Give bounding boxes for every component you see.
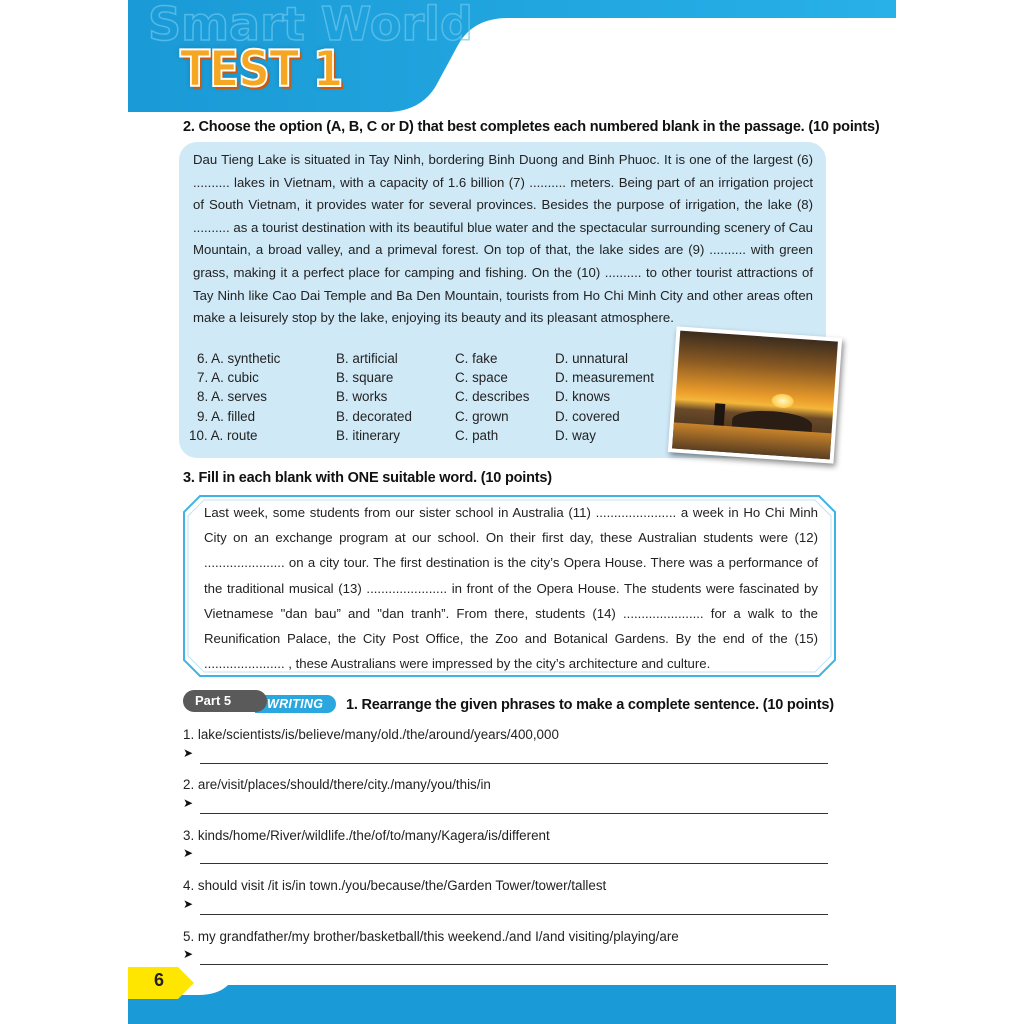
answer-line-2[interactable]: [200, 813, 828, 814]
rearrange-item-5: [183, 929, 833, 944]
test-title: TEST 1: [180, 40, 343, 98]
option-10d: D. way: [555, 427, 596, 443]
rearrange-item-2: [183, 777, 833, 792]
answer-line-1[interactable]: [200, 763, 828, 764]
option-10a: 10. A. route: [189, 427, 258, 443]
rearrange-prompt-5: 5. my grandfather/my brother/basketball/this weekend./and I/and visiting/playing/are: [183, 929, 679, 944]
option-7a: 7. A. cubic: [197, 370, 259, 386]
option-10b: B. itinerary: [336, 427, 400, 443]
workbook-page: [128, 0, 896, 1024]
answer-arrow-icon: ➤: [183, 947, 194, 961]
option-row-8: [197, 387, 667, 406]
rearrange-prompt-2: 2. are/visit/places/should/there/city./many/you/this/in: [183, 777, 491, 792]
section2-heading: 2. Choose the option (A, B, C or D) that best completes each numbered blank in the passage. (10 points): [183, 119, 880, 135]
part5-heading: 1. Rearrange the given phrases to make a complete sentence. (10 points): [346, 697, 834, 713]
rearrange-prompt-4: 4. should visit /it is/in town./you/because/the/Garden Tower/tower/tallest: [183, 878, 607, 893]
header-band: [128, 0, 896, 115]
footer-band: [128, 955, 896, 1024]
header-watermark: Smart World: [148, 0, 473, 51]
option-9b: B. decorated: [336, 408, 412, 424]
option-row-10: [189, 426, 667, 445]
answer-line-4[interactable]: [200, 914, 828, 915]
option-9d: D. covered: [555, 408, 620, 424]
section2-passage: Dau Tieng Lake is situated in Tay Ninh, bordering Binh Duong and Binh Phuoc. It is one of the largest (6) .......... lakes in Vietnam, with a capacity of 1.6 billion (7) .......... meters. Being part of an irrigation project of South Vietnam, it provides water for several provinces. Besides the purpose of irrigation, the lake (8) .......... as a tourist destination with its beautiful blue water and the spectacular surrounding scenery of Cau Mountain, a broad valley, and a primeval forest. On top of that, the lake sides are (9) .......... with green grass, making it a perfect place for camping and fishing. On the (10) .......... to other tourist attractions of Tay Ninh like Cao Dai Temple and Ba Den Mountain, tourists from Ho Chi Minh City and other areas often make a leisurely stop by the lake, enjoying its beauty and its pleasant atmosphere.: [193, 152, 813, 326]
option-8b: B. works: [336, 389, 388, 405]
part-number-tag: Part 5: [183, 690, 267, 712]
option-8d: D. knows: [555, 389, 611, 405]
options-table: [189, 349, 667, 445]
option-6b: B. artificial: [336, 351, 398, 366]
section3-passage: Last week, some students from our sister school in Australia (11) ...................... a week in Ho Chi Minh City on an exchange program at our school. On their first day, these Australian students were (12) ...................... on a city tour. The first destination is the city’s Opera House. There was a performance of the traditional musical (13) ...................... in front of the Opera House. The students were fascinated by Vietnamese "dan bau” and "dan tranh”. From there, students (14) ...................... for a walk to the Reunification Palace, the City Post Office, the Zoo and Botanical Gardens. By the end of the (15) ...................... , these Australians were impressed by the city’s architecture and culture.: [204, 505, 818, 672]
part5-label: [183, 690, 336, 714]
option-6d: D. unnatural: [555, 351, 628, 366]
answer-line-3[interactable]: [200, 863, 828, 864]
answer-arrow-icon: ➤: [183, 746, 194, 760]
option-7c: C. space: [455, 370, 508, 386]
section3-heading: 3. Fill in each blank with ONE suitable word. (10 points): [183, 470, 552, 486]
option-row-6: [197, 349, 667, 368]
option-6c: C. fake: [455, 351, 498, 366]
option-row-7: [197, 368, 667, 387]
lake-sunset-photo: [668, 326, 842, 463]
rearrange-prompt-1: 1. lake/scientists/is/believe/many/old./the/around/years/400,000: [183, 727, 559, 742]
rearrange-item-1: [183, 727, 833, 742]
rearrange-prompt-3: 3. kinds/home/River/wildlife./the/of/to/many/Kagera/is/different: [183, 828, 550, 843]
option-8c: C. describes: [455, 389, 530, 405]
option-7b: B. square: [336, 370, 394, 386]
option-9a: 9. A. filled: [197, 408, 256, 424]
option-7d: D. measurement: [555, 370, 654, 386]
rearrange-item-4: [183, 878, 833, 893]
writing-tag: WRITING: [255, 695, 336, 713]
rearrange-item-3: [183, 828, 833, 843]
option-8a: 8. A. serves: [197, 389, 267, 405]
option-6a: 6. A. synthetic: [197, 351, 281, 366]
answer-arrow-icon: ➤: [183, 796, 194, 810]
page-number: 6: [154, 970, 165, 990]
option-9c: C. grown: [455, 408, 509, 424]
option-10c: C. path: [455, 427, 499, 443]
answer-arrow-icon: ➤: [183, 846, 194, 860]
option-row-9: [197, 407, 667, 426]
answer-arrow-icon: ➤: [183, 897, 194, 911]
